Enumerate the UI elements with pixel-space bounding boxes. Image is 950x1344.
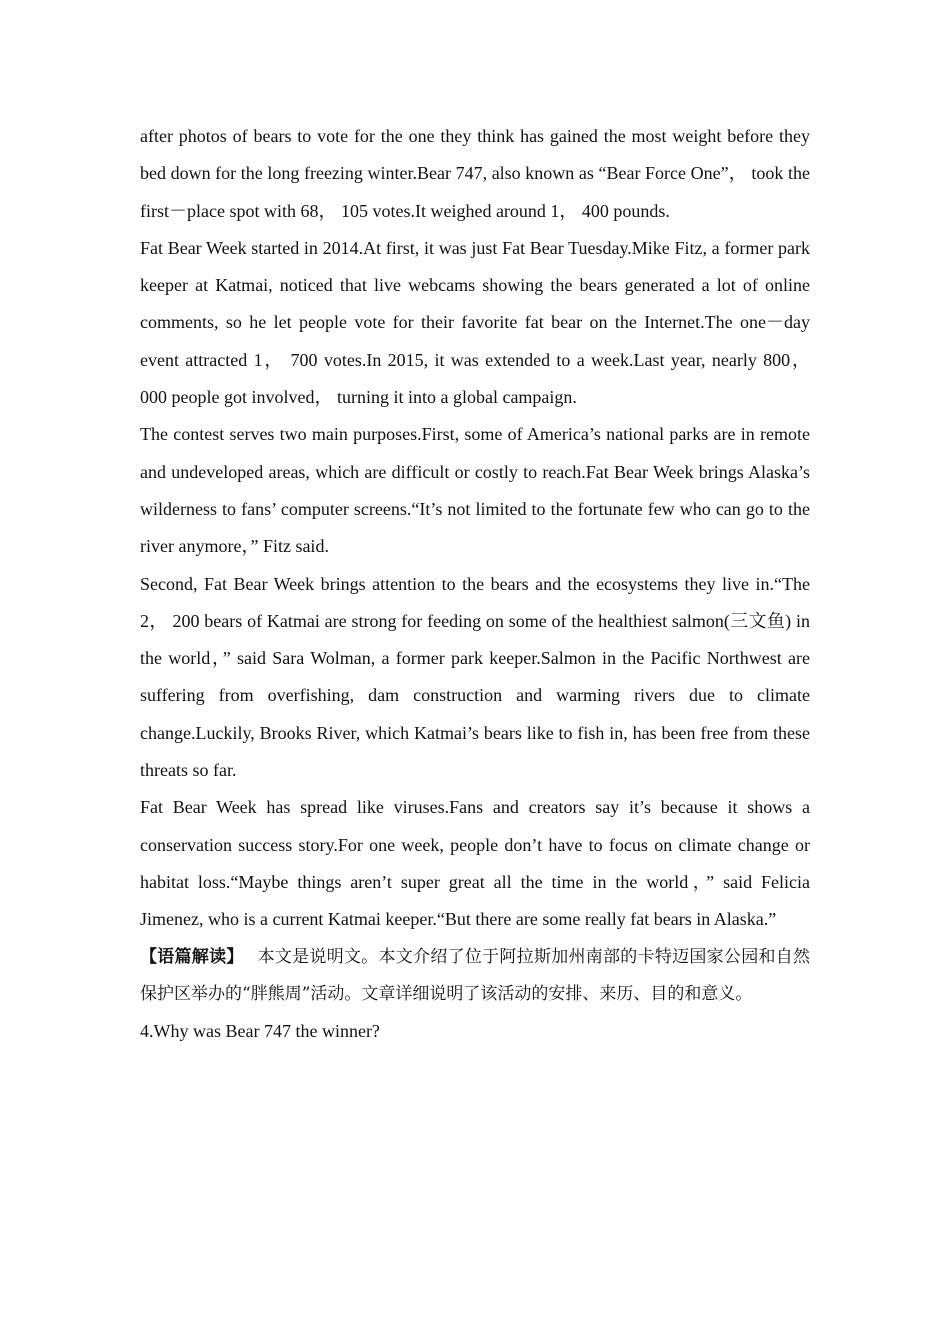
analysis-heading: 【语篇解读】 [140,946,244,967]
document-page [140,118,810,1050]
analysis-text: 本文是说明文。本文介绍了位于阿拉斯加州南部的卡特迈国家公园和自然保护区举办的“胖熊周”活动。文章详细说明了该活动的安排、来历、目的和意义。 [140,946,811,1004]
paragraph-purposes: The contest serves two main purposes.First, some of America’s national parks are in remote and undeveloped areas, which are difficult or costly to reach.Fat Bear Week brings Alaska’s wilderness to fans’ computer screens.“It’s not limited to the fortunate few who can go to the river anymore，” Fitz said. [140,424,810,557]
paragraph-history: Fat Bear Week started in 2014.At first, it was just Fat Bear Tuesday.Mike Fitz, a former park keeper at Katmai, noticed that live webcams showing the bears generated a lot of online comments, so he let people vote for their favorite fat bear on the Internet.The one－day event attracted 1， 700 votes.In 2015, it was extended to a week.Last year, nearly 800， 000 people got involved， turning it into a global campaign. [140,237,810,408]
passage-analysis [140,939,810,1013]
paragraph-bear-747: after photos of bears to vote for the one they think has gained the most weight before they bed down for the long freezing winter.Bear 747, also known as “Bear Force One”， took the first－place spot with 68， 105 votes.It weighed around 1， 400 pounds. [140,126,810,221]
paragraph-ecosystems: Second, Fat Bear Week brings attention to the bears and the ecosystems they live in.“The 2， 200 bears of Katmai are strong for feeding on some of the healthiest salmon(三文鱼) in the world，” said Sara Wolman, a former park keeper.Salmon in the Pacific Northwest are suffering from overfishing, dam construction and warming rivers due to climate change.Luckily, Brooks River, which Katmai’s bears like to fish in, has been free from these threats so far. [140,573,810,781]
paragraph-spread: Fat Bear Week has spread like viruses.Fans and creators say it’s because it shows a conservation success story.For one week, people don’t have to focus on climate change or habitat loss.“Maybe things aren’t super great all the time in the world，” said Felicia Jimenez, who is a current Katmai keeper.“But there are some really fat bears in Alaska.” [140,797,810,930]
question-4: 4.Why was Bear 747 the winner? [140,1020,380,1041]
